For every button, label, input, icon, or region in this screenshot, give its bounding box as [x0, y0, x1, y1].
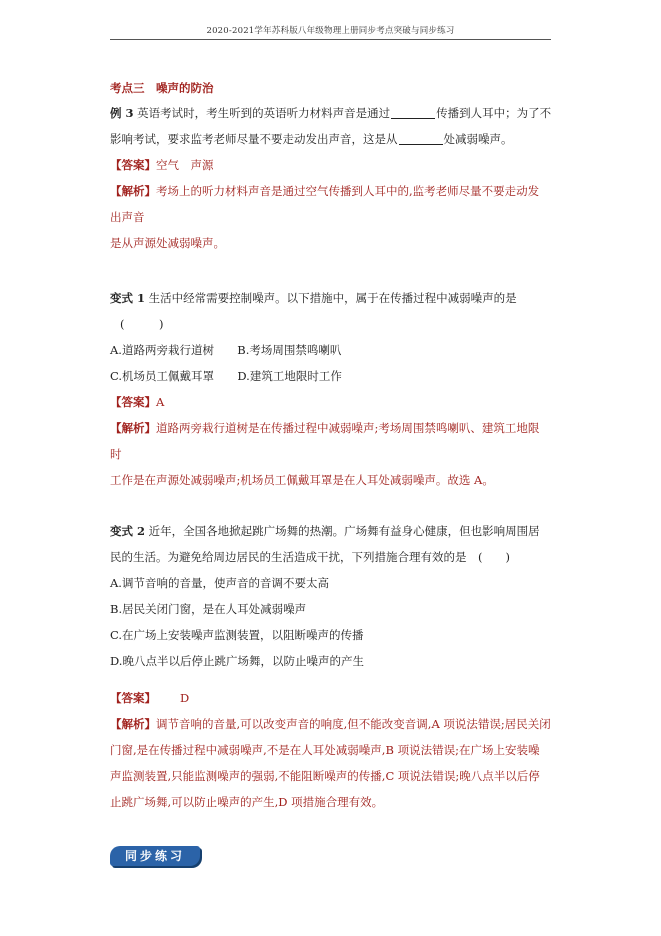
page-header: 2020-2021学年苏科版八年级物理上册同步考点突破与同步练习: [206, 26, 455, 36]
variant2-analysis-line2: 门窗,是在传播过程中减弱噪声,不是在人耳处减弱噪声,B 项说法错误;在广场上安装噪: [110, 743, 540, 757]
option-a: A.调节音响的音量，使声音的音调不要太高: [110, 576, 329, 590]
analysis-label: 【解析】: [110, 421, 156, 435]
variant2-question-line1: [110, 523, 540, 539]
example3-question-line2: [110, 131, 513, 147]
variant1-paren: ( ): [120, 317, 164, 331]
option-b: B.居民关闭门窗，是在人耳处减弱噪声: [110, 602, 307, 616]
variant1-options-row1: [110, 342, 341, 358]
example3-analysis-line1: [110, 183, 539, 199]
option-c: C.机场员工佩戴耳罩: [110, 369, 215, 383]
variant1-label: 变式 1: [110, 291, 146, 305]
analysis-label: 【解析】: [110, 184, 156, 198]
analysis-label: 【解析】: [110, 717, 156, 731]
variant2-question-text: 近年，全国各地掀起跳广场舞的热潮。广场舞有益身心健康，但也影响周围居: [148, 524, 540, 538]
variant1-analysis-line1: [110, 420, 539, 436]
example3-question-line1: [110, 105, 551, 121]
variant2-label: 变式 2: [110, 524, 146, 538]
example3-text-1a: 英语考试时，考生听到的英语听力材料声音是通过: [137, 106, 391, 120]
variant1-answer: [110, 394, 164, 410]
example3-answer: [110, 157, 214, 173]
variant2-analysis-line3: 声监测装置,只能监测噪声的强弱,不能阻断噪声的传播,C 项说法错误;晚八点半以后停: [110, 769, 540, 783]
variant1-analysis-line3: 工作是在声源处减弱噪声;机场员工佩戴耳罩是在人耳处减弱噪声。故选 A。: [110, 473, 494, 487]
variant2-question-line2: 民的生活。为避免给周边居民的生活造成干扰，下列措施合理有效的是 ( ): [110, 550, 510, 564]
analysis-text: 调节音响的音量,可以改变声音的响度,但不能改变音调,A 项说法错误;居民关闭: [156, 717, 551, 731]
option-d: D.晚八点半以后停止跳广场舞，以防止噪声的产生: [110, 654, 364, 668]
analysis-text: 道路两旁栽行道树是在传播过程中减弱噪声;考场周围禁鸣喇叭、建筑工地限: [156, 421, 540, 435]
answer-text: 空气 声源: [156, 158, 214, 172]
example3-text-2a: 影响考试，要求监考老师尽量不要走动发出声音，这是从: [110, 132, 398, 146]
answer-label: 【答案】: [110, 158, 156, 172]
header-divider: [110, 39, 551, 40]
variant1-question-text: 生活中经常需要控制噪声。以下措施中，属于在传播过程中减弱噪声的是: [148, 291, 517, 305]
option-d: D.建筑工地限时工作: [237, 369, 342, 383]
option-b: B.考场周围禁鸣喇叭: [237, 343, 342, 357]
answer-label: 【答案】: [110, 395, 156, 409]
variant2-analysis-line1: [110, 716, 551, 732]
variant1-options-row2: [110, 368, 342, 384]
analysis-text: 考场上的听力材料声音是通过空气传播到人耳中的,监考老师尽量不要走动发: [156, 184, 540, 198]
variant1-question: [110, 290, 517, 306]
variant2-analysis-line4: 止跳广场舞,可以防止噪声的产生,D 项措施合理有效。: [110, 795, 384, 809]
variant2-answer: [110, 690, 189, 706]
example3-text-2b: 处减弱噪声。: [443, 132, 513, 146]
option-a: A.道路两旁栽行道树: [110, 343, 214, 357]
sync-practice-badge: 同步练习: [110, 846, 200, 866]
answer-blank: [399, 133, 443, 145]
option-c: C.在广场上安装噪声监测装置，以阻断噪声的传播: [110, 628, 364, 642]
example3-label: 例 3: [110, 106, 134, 120]
answer-text: A: [156, 395, 165, 409]
example3-analysis-line2: 出声音: [110, 210, 145, 224]
example3-analysis-line3: 是从声源处减弱噪声。: [110, 236, 225, 250]
answer-text: D: [180, 691, 190, 705]
variant1-analysis-line2: 时: [110, 447, 122, 461]
answer-label: 【答案】: [110, 691, 156, 705]
section-title: 考点三 噪声的防治: [110, 81, 214, 95]
example3-text-1b: 传播到人耳中；为了不: [436, 106, 552, 120]
answer-blank: [391, 107, 435, 119]
